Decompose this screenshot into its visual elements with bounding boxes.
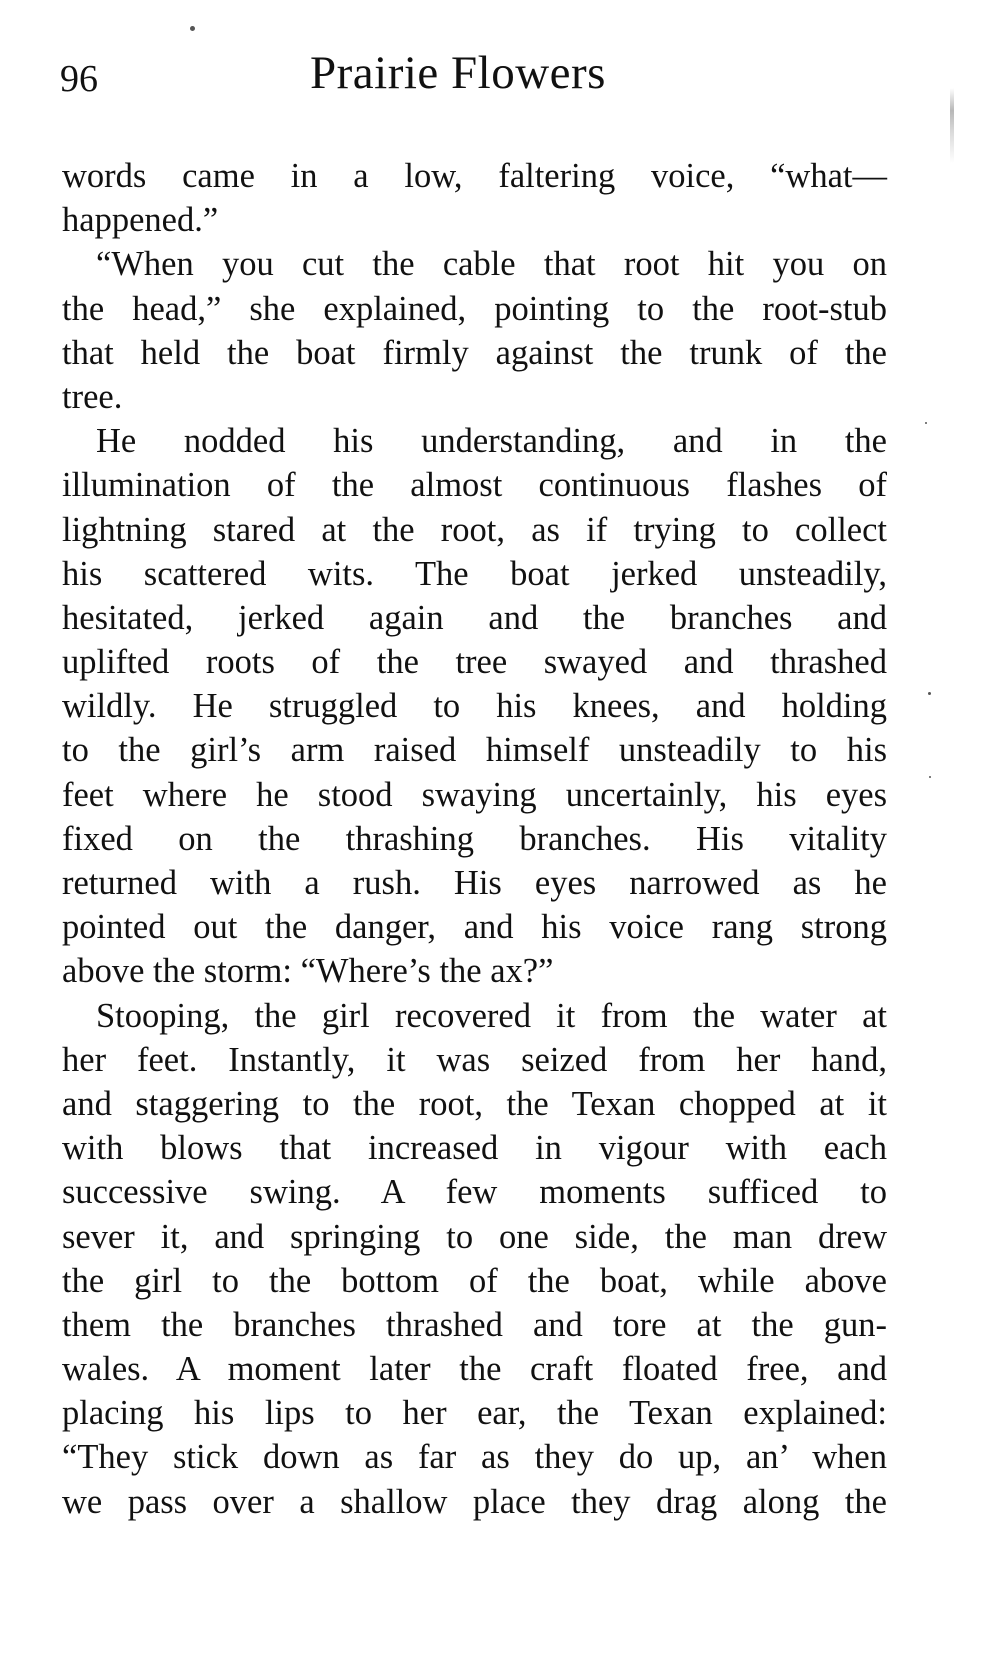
text-line: and staggering to the root, the Texan chopped at it [62, 1084, 887, 1123]
text-line: He nodded his understanding, and in the [96, 422, 887, 461]
page-header [60, 46, 890, 116]
text-line: placing his lips to her ear, the Texan explained: [62, 1394, 887, 1433]
text-line: feet where he stood swaying uncertainly, his eyes [62, 775, 887, 814]
text-line: her feet. Instantly, it was seized from her hand, [62, 1040, 887, 1079]
text-line: illumination of the almost continuous flashes of [62, 466, 887, 505]
page-number: 96 [60, 58, 98, 100]
text-line: wildly. He struggled to his knees, and holding [62, 687, 887, 726]
text-line: the head,” she explained, pointing to the root-stub [62, 289, 887, 328]
text-line: Stooping, the girl recovered it from the water at [96, 996, 887, 1035]
text-line: with blows that increased in vigour with each [62, 1129, 887, 1168]
text-line: “When you cut the cable that root hit you on [96, 245, 887, 284]
text-line: wales. A moment later the craft floated free, and [62, 1350, 887, 1389]
text-line: “They stick down as far as they do up, an’ when [62, 1438, 887, 1477]
text-line: uplifted roots of the tree swayed and thrashed [62, 643, 887, 682]
text-line: lightning stared at the root, as if trying to collect [62, 510, 887, 549]
text-line: above the storm: “Where’s the ax?” [62, 952, 554, 991]
text-line: tree. [62, 377, 123, 416]
text-line: that held the boat firmly against the trunk of the [62, 333, 887, 372]
ink-speck [928, 692, 931, 695]
text-line: we pass over a shallow place they drag along the [62, 1482, 887, 1521]
text-line: them the branches thrashed and tore at the gun- [62, 1305, 887, 1344]
text-line: his scattered wits. The boat jerked unsteadily, [62, 554, 887, 593]
text-line: the girl to the bottom of the boat, while above [62, 1261, 887, 1300]
text-line: returned with a rush. His eyes narrowed as he [62, 864, 887, 902]
ink-speck [929, 776, 931, 778]
text-line: words came in a low, faltering voice, “what— [62, 157, 887, 195]
text-line: hesitated, jerked again and the branches and [62, 598, 887, 637]
text-line: happened.” [62, 201, 219, 240]
ink-speck [190, 26, 195, 31]
text-line: successive swing. A few moments sufficed to [62, 1173, 887, 1212]
text-line: pointed out the danger, and his voice rang strong [62, 908, 887, 947]
page-edge-mark [950, 88, 954, 163]
ink-speck [925, 422, 927, 424]
text-line: sever it, and springing to one side, the man drew [62, 1217, 887, 1256]
running-title: Prairie Flowers [310, 47, 606, 99]
text-line: fixed on the thrashing branches. His vitality [62, 819, 887, 858]
body-text [62, 154, 887, 1524]
text-line: to the girl’s arm raised himself unsteadily to his [62, 731, 887, 770]
